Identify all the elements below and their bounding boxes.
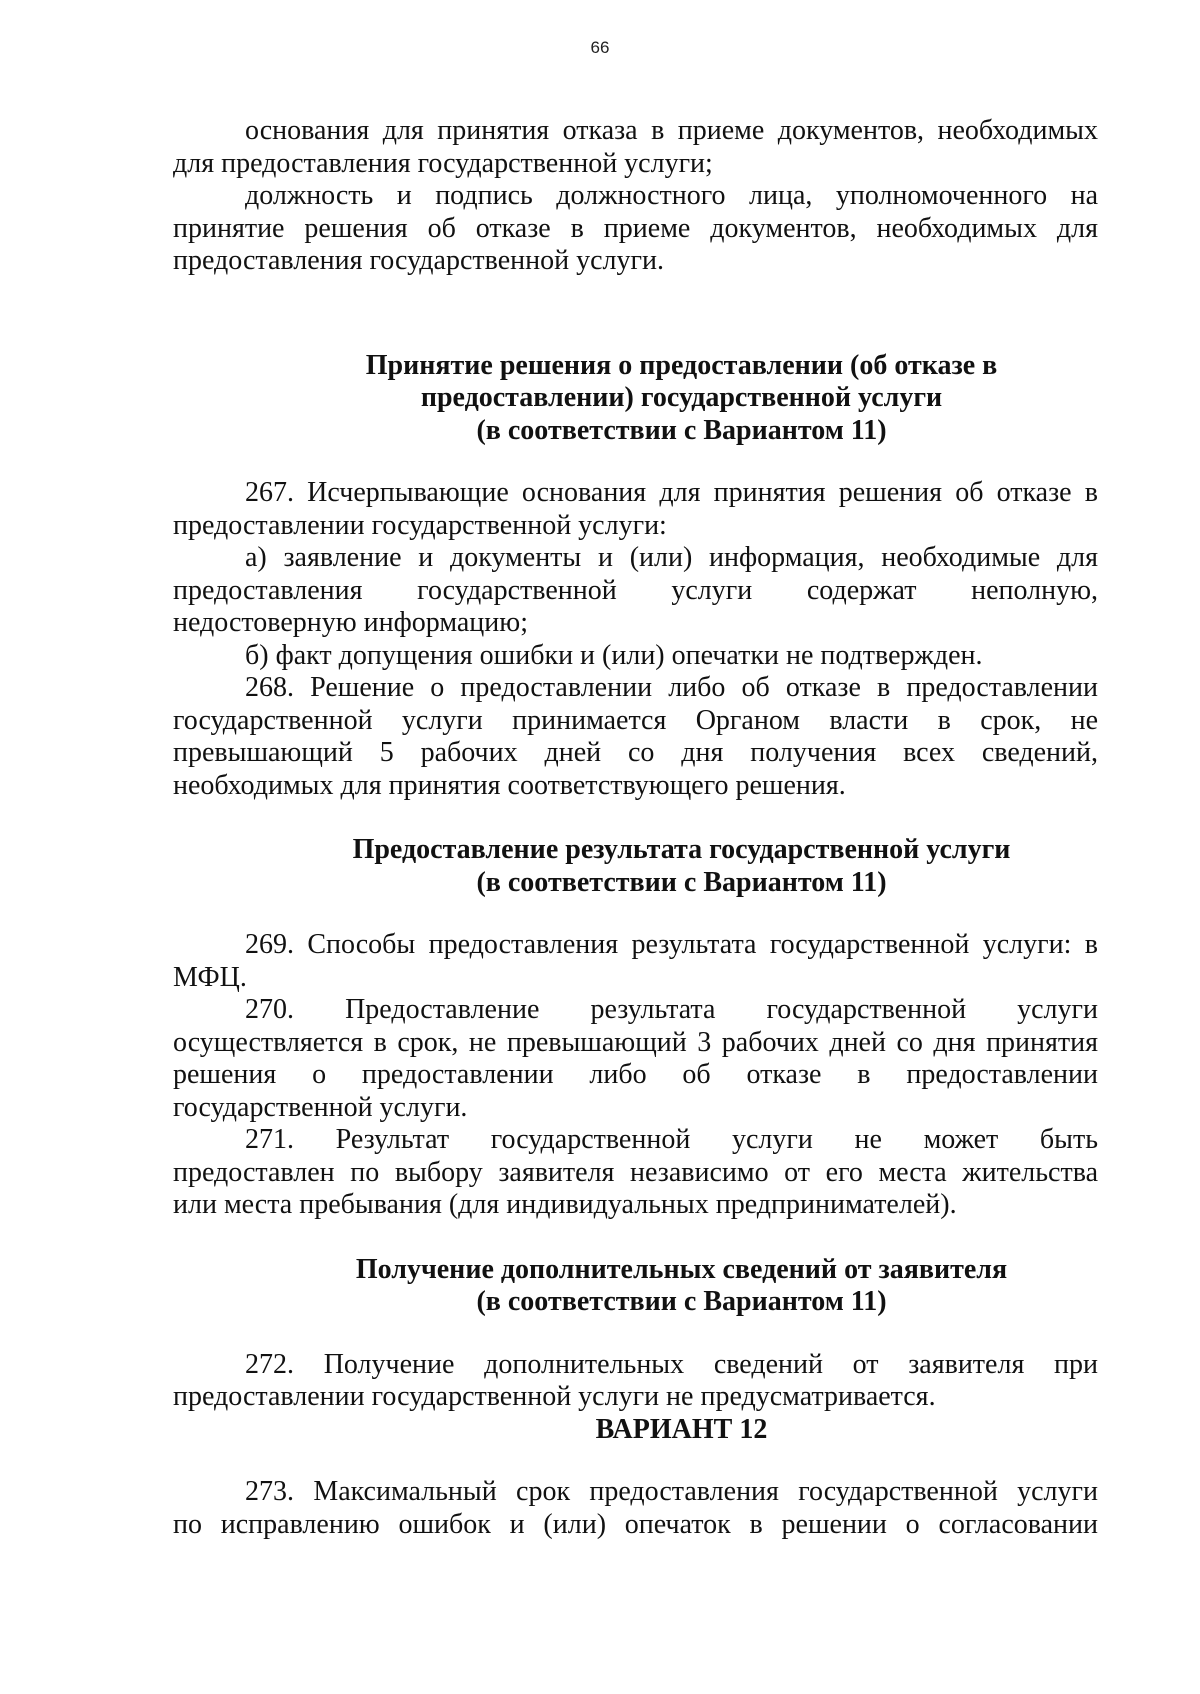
spacer (173, 447, 1098, 477)
paragraph-line: превышающий 5 рабочих дней со дня получения всех сведений, (173, 737, 1098, 768)
page-number: 66 (590, 38, 610, 57)
paragraph-line: а) заявление и документы и (или) информация, необходимые для (245, 542, 1098, 573)
paragraph-line: 267. Исчерпывающие основания для принятия решения об отказе в (245, 477, 1098, 508)
paragraph-line: 272. Получение дополнительных сведений от заявителя при (245, 1348, 1098, 1380)
paragraph-line: решения о предоставлении либо об отказе в предоставлении (173, 1059, 1098, 1090)
paragraph-line: осуществляется в срок, не превышающий 3 рабочих дней со дня принятия (173, 1026, 1098, 1058)
paragraph-line: 270. Предоставление результата государственной услуги (245, 994, 1098, 1025)
section-heading-line: (в соответствии с Вариантом 11) (476, 1286, 887, 1317)
spacer (173, 1319, 1098, 1349)
paragraph-line: 273. Максимальный срок предоставления государственной услуги (245, 1476, 1098, 1507)
paragraph-line: принятие решения об отказе в приеме документов, необходимых для (173, 212, 1098, 244)
section-heading-line: Предоставление результата государственной услуги (352, 834, 1011, 865)
paragraph-line: 269. Способы предоставления результата государственной услуги: в (245, 929, 1098, 960)
paragraph-line: государственной услуги. (173, 1091, 468, 1123)
section-heading-line: ВАРИАНТ 12 (595, 1413, 768, 1445)
paragraph-line: по исправлению ошибок и (или) опечаток в решении о согласовании (173, 1508, 1098, 1540)
paragraph-line: предоставлении государственной услуги: (173, 509, 667, 541)
section-heading-line: Получение дополнительных сведений от заявителя (355, 1253, 1008, 1285)
section-heading-line: предоставлении) государственной услуги (420, 382, 943, 413)
paragraph-line: предоставлен по выбору заявителя независимо от его места жительства (173, 1156, 1098, 1188)
paragraph-line: предоставления государственной услуги. (173, 245, 664, 276)
paragraph-line: или места пребывания (для индивидуальных предпринимателей). (173, 1189, 957, 1220)
spacer (173, 802, 1098, 834)
paragraph-line: 268. Решение о предоставлении либо об отказе в предоставлении (245, 672, 1098, 703)
paragraph-line: б) факт допущения ошибки и (или) опечатки не подтвержден. (245, 639, 983, 671)
paragraph-line: необходимых для принятия соответствующего решения. (173, 769, 846, 801)
spacer (173, 899, 1098, 929)
section-heading-line: (в соответствии с Вариантом 11) (476, 414, 887, 446)
paragraph-line: предоставления государственной услуги содержат неполную, (173, 574, 1098, 606)
spacer (173, 278, 1098, 350)
paragraph-line: для предоставления государственной услуги; (173, 147, 713, 179)
spacer (173, 1222, 1098, 1254)
section-heading-line: (в соответствии с Вариантом 11) (476, 866, 887, 898)
paragraph-line: недостоверную информацию; (173, 607, 528, 638)
paragraph-line: 271. Результат государственной услуги не может быть (245, 1124, 1098, 1155)
paragraph-line: государственной услуги принимается Органом власти в срок, не (173, 704, 1098, 736)
paragraph-line: основания для принятия отказа в приеме документов, необходимых (245, 115, 1098, 146)
document-body (173, 115, 1098, 1541)
paragraph-line: должность и подпись должностного лица, уполномоченного на (245, 180, 1098, 211)
paragraph-line: предоставлении государственной услуги не предусматривается. (173, 1381, 936, 1412)
paragraph-line: МФЦ. (173, 961, 247, 993)
spacer (173, 1446, 1098, 1476)
section-heading-line: Принятие решения о предоставлении (об отказе в (365, 349, 998, 381)
